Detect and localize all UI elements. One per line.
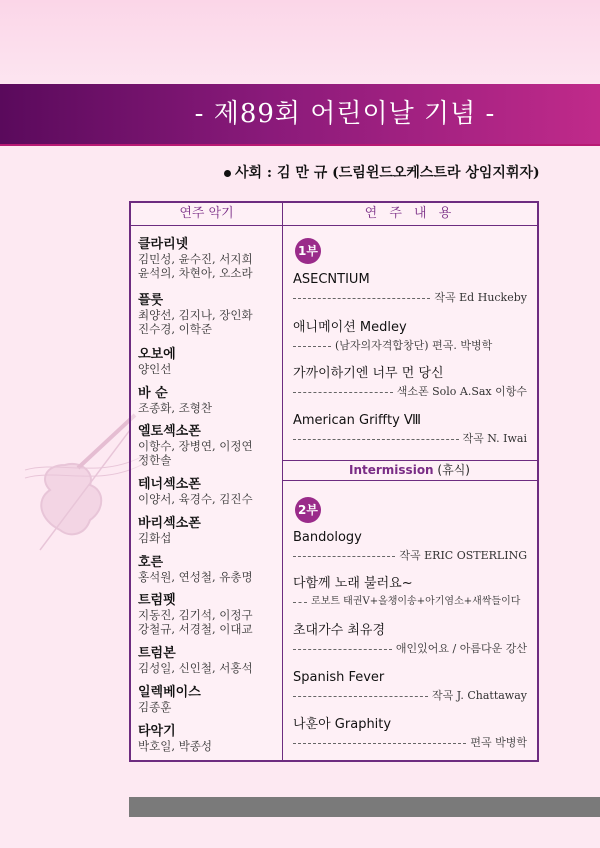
piece-title: 가까이하기엔 너무 먼 당신 bbox=[293, 366, 444, 381]
instrument-players: 김민성, 윤수진, 서지희 윤석의, 차현아, 오소라 bbox=[138, 252, 253, 280]
intermission bbox=[282, 461, 537, 480]
instrument-name: 클라리넷 bbox=[138, 237, 189, 252]
instrument-oboe bbox=[138, 347, 283, 376]
host-text: 사회 : 김 만 규 (드림윈드오케스트라 상임지휘자) bbox=[235, 165, 540, 181]
program-item bbox=[293, 717, 527, 750]
bottom-bar bbox=[129, 797, 600, 817]
program-item bbox=[293, 530, 527, 563]
piece-title: Spanish Fever bbox=[293, 670, 385, 685]
instrument-bassoon bbox=[138, 386, 283, 415]
header-divider bbox=[131, 225, 537, 226]
instrument-name: 일렉베이스 bbox=[138, 685, 201, 700]
intermission-divider bbox=[282, 480, 537, 481]
instrument-baritone-sax bbox=[138, 516, 283, 545]
instrument-players: 박호일, 박종성 bbox=[138, 739, 212, 753]
instrument-players: 최양선, 김지나, 장인화 진수경, 이학준 bbox=[138, 308, 253, 336]
program-table bbox=[129, 201, 539, 762]
top-band bbox=[0, 0, 600, 90]
instrument-electric-bass bbox=[138, 685, 283, 714]
instrument-name: 바 순 bbox=[138, 386, 168, 401]
instrument-tenor-sax bbox=[138, 477, 283, 506]
intermission-label: Intermission bbox=[349, 463, 434, 477]
instrument-players: 홍석원, 연성철, 유총명 bbox=[138, 570, 253, 584]
piece-title: 초대가수 최유경 bbox=[293, 623, 386, 638]
piece-credit: 애인있어요 / 아름다운 강산 bbox=[293, 642, 527, 656]
piece-credit: 작곡 Ed Huckeby bbox=[293, 291, 527, 305]
piece-title: Bandology bbox=[293, 530, 362, 545]
instrument-name: 오보에 bbox=[138, 347, 176, 362]
header-program: 연 주 내 용 bbox=[364, 206, 456, 221]
program-item bbox=[293, 366, 527, 399]
piece-title: 애니메이션 Medley bbox=[293, 320, 407, 335]
instrument-name: 엘토섹소폰 bbox=[138, 424, 201, 439]
page-title: - 제89회 어린이날 기념 - bbox=[194, 99, 496, 129]
intermission-note: (휴식) bbox=[433, 463, 470, 477]
instrument-name: 플룻 bbox=[138, 293, 164, 308]
instrument-name: 트럼본 bbox=[138, 646, 176, 661]
program-item bbox=[293, 576, 527, 609]
bullet-icon bbox=[224, 170, 231, 177]
part2-badge: 2부 bbox=[295, 497, 321, 523]
piece-title: 다함께 노래 불러요~ bbox=[293, 576, 413, 591]
piece-credit: 작곡 N. Iwai bbox=[293, 432, 527, 446]
instrument-trumpet bbox=[138, 593, 283, 636]
piece-credit: 작곡 J. Chattaway bbox=[293, 689, 527, 703]
instrument-alto-sax bbox=[138, 424, 283, 467]
instrument-name: 호른 bbox=[138, 555, 164, 570]
instrument-name: 타악기 bbox=[138, 724, 176, 739]
piece-credit: 작곡 ERIC OSTERLING bbox=[293, 549, 527, 563]
instrument-horn bbox=[138, 555, 283, 584]
program-item bbox=[293, 272, 527, 305]
title-bar bbox=[0, 84, 600, 144]
program-item bbox=[293, 670, 527, 703]
instrument-players: 김화섭 bbox=[138, 531, 172, 545]
instrument-players: 김종훈 bbox=[138, 700, 172, 714]
instrument-percussion bbox=[138, 724, 283, 753]
program-item bbox=[293, 623, 527, 656]
instrument-name: 바리섹소폰 bbox=[138, 516, 201, 531]
instrument-name: 테너섹소폰 bbox=[138, 477, 201, 492]
header-instruments: 연주 악기 bbox=[179, 206, 234, 221]
program-item bbox=[293, 320, 527, 353]
instrument-trombone bbox=[138, 646, 283, 675]
host-line bbox=[224, 162, 540, 182]
program-item bbox=[293, 413, 527, 446]
piece-title: 나훈아 Graphity bbox=[293, 717, 392, 732]
instrument-clarinet bbox=[138, 237, 283, 280]
instrument-players: 양인선 bbox=[138, 362, 172, 376]
piece-credit: 색소폰 Solo A.Sax 이항수 bbox=[293, 385, 527, 399]
part1-badge: 1부 bbox=[295, 238, 321, 264]
piece-credit: 로보트 태권V+올챙이송+아기염소+새싹들이다 bbox=[293, 595, 527, 609]
piece-title: American Griffty Ⅷ bbox=[293, 413, 422, 428]
instrument-players: 지동진, 김기석, 이정구 강철규, 서경철, 이대교 bbox=[138, 608, 253, 636]
instrument-players: 이양서, 육경수, 김진수 bbox=[138, 492, 253, 506]
instrument-flute bbox=[138, 293, 283, 336]
instrument-name: 트럼펫 bbox=[138, 593, 176, 608]
piece-credit: (남자의자격합창단) 편곡. 박병학 bbox=[293, 339, 527, 353]
instrument-players: 김성일, 신인철, 서홍석 bbox=[138, 661, 253, 675]
instrument-players: 조종화, 조형찬 bbox=[138, 401, 212, 415]
instrument-players: 이항수, 장병연, 이정연 정한솔 bbox=[138, 439, 253, 467]
piece-credit: 편곡 박병학 bbox=[293, 736, 527, 750]
piece-title: ASECNTIUM bbox=[293, 272, 370, 287]
